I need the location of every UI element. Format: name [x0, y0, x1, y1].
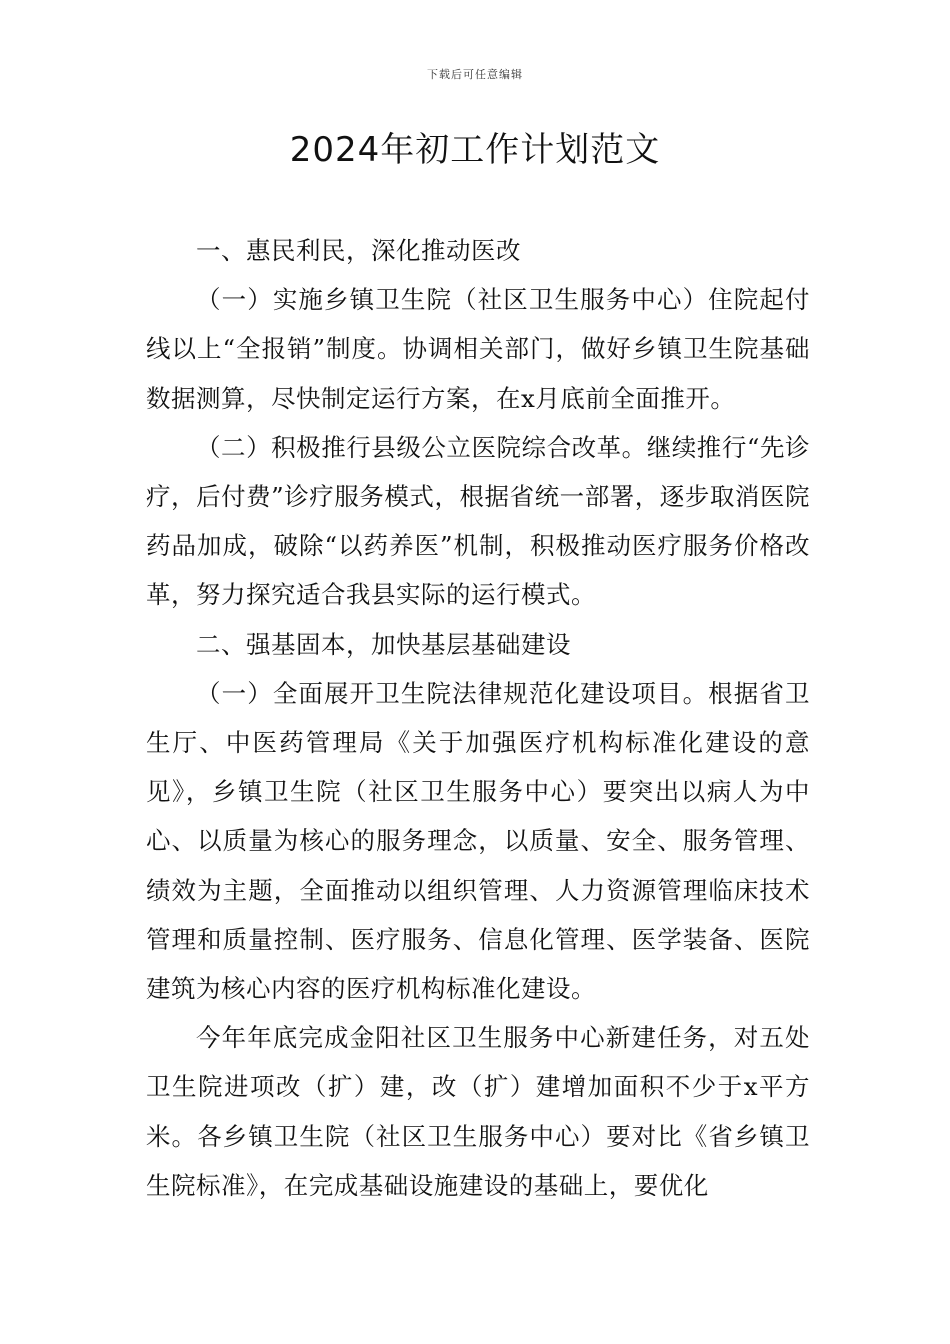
document-title: 2024年初工作计划范文	[289, 130, 661, 170]
section-heading-1: 一、惠民利民，深化推动医改	[196, 236, 521, 265]
paragraph-2-1: （一）全面展开卫生院法律规范化建设项目。根据省卫生厅、中医药管理局《关于加强医疗机构标准化建设的意见》，乡镇卫生院（社区卫生服务中心）要突出以病人为中心、以质量为核心的服务理念，以质量、安全、服务管理、绩效为主题，全面推动以组织管理、人力资源管理临床技术管理和质量控制、医疗服务、信息化管理、医学装备、医院建筑为核心内容的医疗机构标准化建设。	[146, 678, 810, 1004]
document-body	[146, 226, 810, 1210]
paragraph-1-2: （二）积极推行县级公立医院综合改革。继续推行“先诊疗，后付费”诊疗服务模式，根据省统一部署，逐步取消医院药品加成，破除“以药养医”机制，积极推动医疗服务价格改革，努力探究适合我县实际的运行模式。	[146, 432, 810, 610]
section-heading-2: 二、强基固本，加快基层基础建设	[196, 629, 571, 659]
header-note: 下载后可任意编辑	[427, 68, 523, 81]
paragraph-1-1: （一）实施乡镇卫生院（社区卫生服务中心）住院起付线以上“全报销”制度。协调相关部门，做好乡镇卫生院基础数据测算，尽快制定运行方案，在x月底前全面推开。	[146, 285, 810, 413]
paragraph-2-2: 今年年底完成金阳社区卫生服务中心新建任务，对五处卫生院进项改（扩）建，改（扩）建增加面积不少于x平方米。各乡镇卫生院（社区卫生服务中心）要对比《省乡镇卫生院标准》，在完成基础设施建设的基础上，要优化	[146, 1023, 810, 1200]
